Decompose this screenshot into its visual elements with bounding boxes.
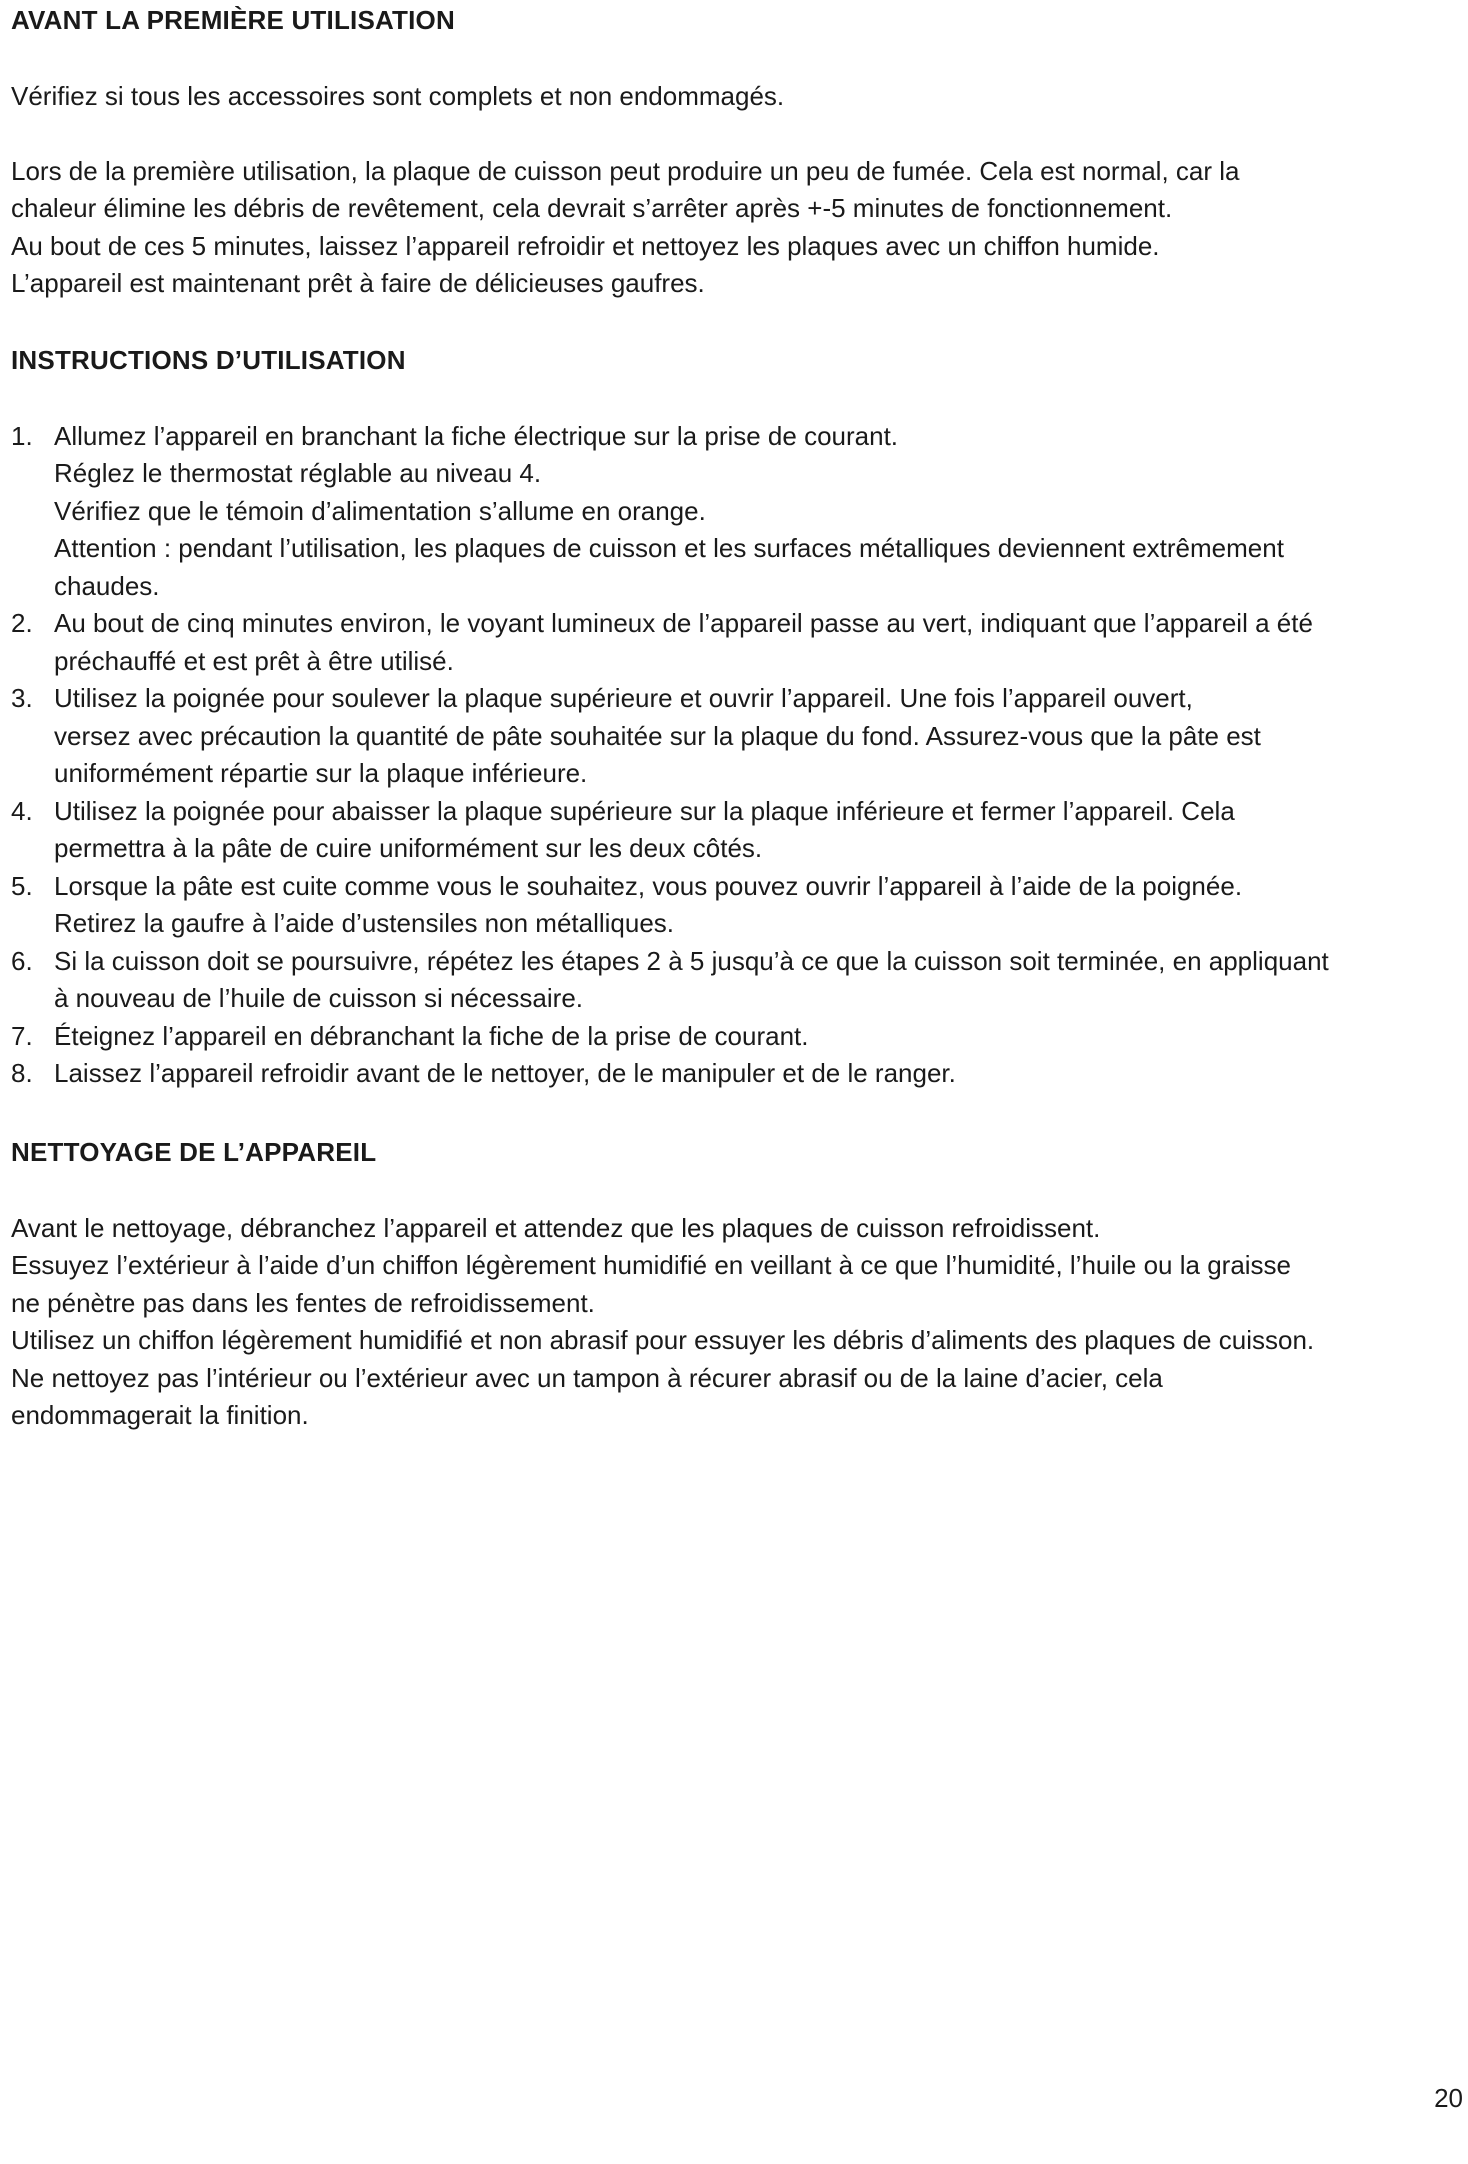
document-page (11, 0, 1461, 1435)
text-line: Si la cuisson doit se poursuivre, répétez les étapes 2 à 5 jusqu’à ce que la cuisson soit terminée, en appliquant (54, 945, 1329, 976)
text-line: Vérifiez que le témoin d’alimentation s’allume en orange. (54, 495, 706, 526)
text-line: Réglez le thermostat réglable au niveau 4. (54, 458, 542, 488)
text-line: Éteignez l’appareil en débranchant la fiche de la prise de courant. (54, 1020, 809, 1051)
text-line: Lors de la première utilisation, la plaque de cuisson peut produire un peu de fumée. Cela est normal, car la (11, 155, 1240, 186)
text-line: Essuyez l’extérieur à l’aide d’un chiffon légèrement humidifié en veillant à ce que l’humidité, l’huile ou la graisse (11, 1250, 1292, 1280)
list-item-step-2 (11, 605, 1461, 680)
step-number: 7. (11, 1020, 33, 1051)
step-number: 3. (11, 683, 33, 713)
paragraph-first-use-smoke (11, 153, 1461, 303)
text-line: Utilisez un chiffon légèrement humidifié et non abrasif pour essuyer les débris d’aliments des plaques de cuisson. (11, 1325, 1315, 1355)
list-item-step-4 (11, 793, 1461, 868)
step-number: 6. (11, 945, 33, 976)
text-line: Ne nettoyez pas l’intérieur ou l’extérieur avec un tampon à récurer abrasif ou de la laine d’acier, cela (11, 1362, 1163, 1393)
list-item-step-5 (11, 868, 1461, 943)
text-line: Retirez la gaufre à l’aide d’ustensiles non métalliques. (54, 908, 675, 938)
text-line: Au bout de cinq minutes environ, le voyant lumineux de l’appareil passe au vert, indiquant que l’appareil a été (54, 608, 1313, 638)
paragraph-cleaning (11, 1210, 1461, 1435)
section-title-cleaning: NETTOYAGE DE L’APPAREIL (11, 1136, 377, 1167)
text-line: ne pénètre pas dans les fentes de refroidissement. (11, 1287, 595, 1318)
paragraph-check-accessories: Vérifiez si tous les accessoires sont complets et non endommagés. (11, 81, 785, 111)
text-line: Attention : pendant l’utilisation, les plaques de cuisson et les surfaces métalliques deviennent extrêmement (54, 533, 1284, 563)
step-number: 1. (11, 420, 33, 451)
section-title-first-use: AVANT LA PREMIÈRE UTILISATION (11, 5, 455, 35)
text-line: Allumez l’appareil en branchant la fiche électrique sur la prise de courant. (54, 420, 899, 451)
text-line: L’appareil est maintenant prêt à faire de délicieuses gaufres. (11, 268, 705, 298)
text-line: uniformément répartie sur la plaque inférieure. (54, 758, 588, 788)
text-line: à nouveau de l’huile de cuisson si nécessaire. (54, 983, 584, 1013)
step-number: 2. (11, 608, 33, 638)
list-item-step-1 (11, 418, 1461, 606)
instruction-steps-list (11, 418, 1461, 1093)
text-line: chaudes. (54, 570, 160, 601)
step-number: 4. (11, 795, 33, 826)
list-item-step-7 (11, 1018, 1461, 1056)
text-line: Laissez l’appareil refroidir avant de le nettoyer, de le manipuler et de le ranger. (54, 1058, 956, 1088)
step-number: 8. (11, 1058, 33, 1088)
text-line: chaleur élimine les débris de revêtement, cela devrait s’arrêter après +-5 minutes de fonctionnement. (11, 193, 1173, 223)
text-line: Utilisez la poignée pour abaisser la plaque supérieure sur la plaque inférieure et fermer l’appareil. Cela (54, 795, 1235, 826)
list-item-step-8 (11, 1055, 1461, 1093)
page-number: 20 (1434, 2083, 1463, 2113)
text-line: Au bout de ces 5 minutes, laissez l’appareil refroidir et nettoyez les plaques avec un chiffon humide. (11, 230, 1160, 261)
text-line: endommagerait la finition. (11, 1400, 309, 1430)
text-line: Utilisez la poignée pour soulever la plaque supérieure et ouvrir l’appareil. Une fois l’appareil ouvert, (54, 683, 1193, 713)
text-line: Avant le nettoyage, débranchez l’appareil et attendez que les plaques de cuisson refroidissent. (11, 1212, 1101, 1243)
text-line: préchauffé et est prêt à être utilisé. (54, 645, 454, 676)
section-title-instructions: INSTRUCTIONS D’UTILISATION (11, 344, 406, 375)
text-line: Lorsque la pâte est cuite comme vous le souhaitez, vous pouvez ouvrir l’appareil à l’aide de la poignée. (54, 870, 1243, 901)
list-item-step-6 (11, 943, 1461, 1018)
list-item-step-3 (11, 680, 1461, 793)
step-number: 5. (11, 870, 33, 901)
text-line: permettra à la pâte de cuire uniformément sur les deux côtés. (54, 833, 763, 863)
text-line: versez avec précaution la quantité de pâte souhaitée sur la plaque du fond. Assurez-vous que la pâte est (54, 720, 1261, 751)
